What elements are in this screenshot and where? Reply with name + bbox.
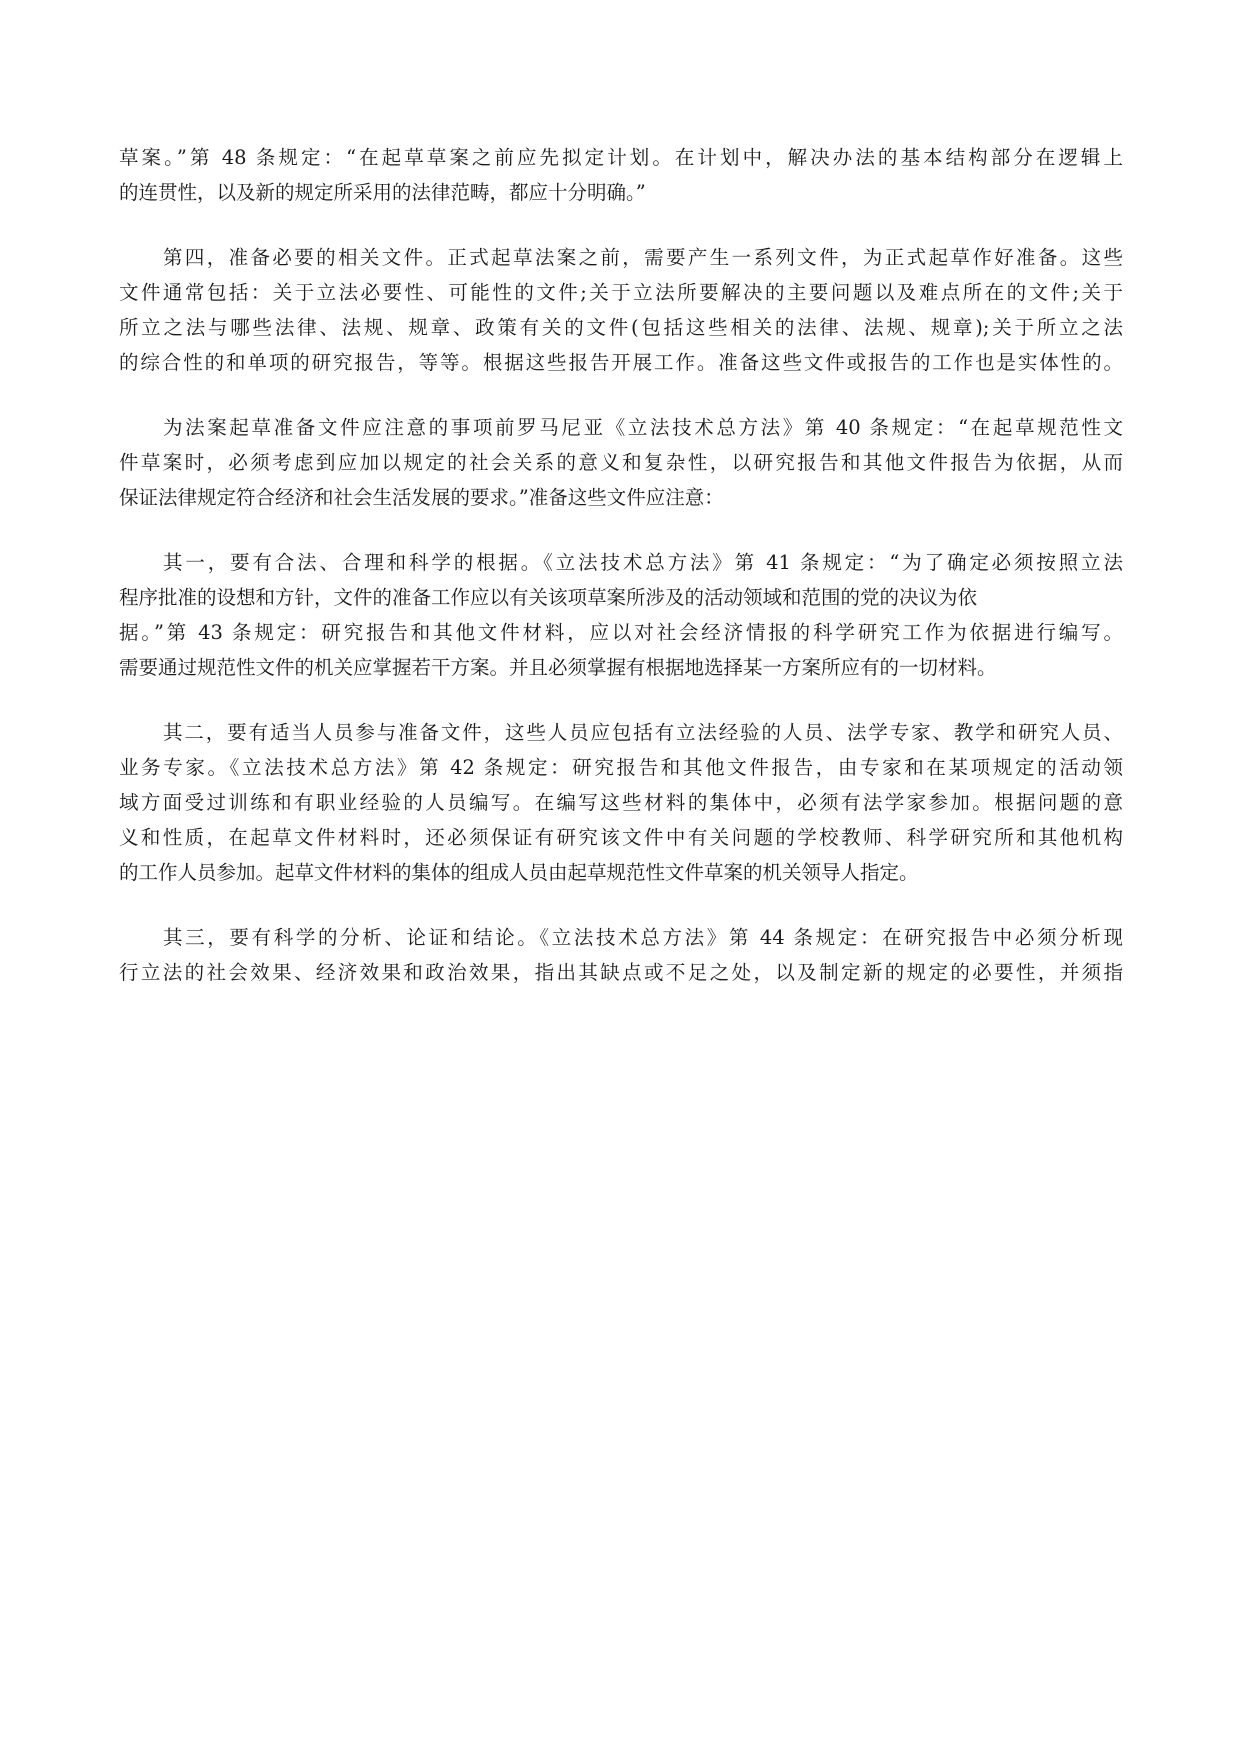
paragraph-1-line-1: 草案。”第 48 条规定：“在起草草案之前应先拟定计划。在计划中，解决办法的基本结构部分在逻辑上 [119,146,1123,169]
paragraph-5-line-1: 其二，要有适当人员参与准备文件，这些人员应包括有立法经验的人员、法学专家、教学和研究人员、 [163,721,1123,744]
paragraph-2-line-2: 文件通常包括：关于立法必要性、可能性的文件;关于立法所要解决的主要问题以及难点所在的文件;关于 [119,281,1123,304]
paragraph-4-line-1: 其一，要有合法、合理和科学的根据。《立法技术总方法》第 41 条规定：“为了确定必须按照立法 [163,551,1123,574]
paragraph-5-line-2: 业务专家。《立法技术总方法》第 42 条规定：研究报告和其他文件报告，由专家和在某项规定的活动领 [119,756,1123,779]
paragraph-6-line-2: 行立法的社会效果、经济效果和政治效果，指出其缺点或不足之处，以及制定新的规定的必要性，并须指 [119,961,1123,984]
document-body [119,140,1123,990]
paragraph-3-line-2: 件草案时，必须考虑到应加以规定的社会关系的意义和复杂性，以研究报告和其他文件报告为依据，从而 [119,451,1123,474]
paragraph-5-line-5: 的工作人员参加。起草文件材料的集体的组成人员由起草规范性文件草案的机关领导人指定。 [119,861,919,884]
paragraph-gap [119,890,1123,920]
paragraph-3-line-3: 保证法律规定符合经济和社会生活发展的要求。”准备这些文件应注意： [119,486,724,509]
paragraph-5-line-4: 义和性质，在起草文件材料时，还必须保证有研究该文件中有关问题的学校教师、科学研究所和其他机构 [119,826,1123,849]
paragraph-4-line-4: 需要通过规范性文件的机关应掌握若干方案。并且必须掌握有根据地选择某一方案所应有的一切材料。 [119,656,997,679]
paragraph-3-line-1: 为法案起草准备文件应注意的事项前罗马尼亚《立法技术总方法》第 40 条规定：“在起草规范性文 [163,416,1123,439]
paragraph-gap [119,380,1123,410]
paragraph-6-line-1: 其三，要有科学的分析、论证和结论。《立法技术总方法》第 44 条规定：在研究报告中必须分析现 [163,926,1123,949]
paragraph-gap [119,685,1123,715]
paragraph-gap [119,210,1123,240]
paragraph-2-line-1: 第四，准备必要的相关文件。正式起草法案之前，需要产生一系列文件，为正式起草作好准备。这些 [163,246,1123,269]
paragraph-2-line-4: 的综合性的和单项的研究报告，等等。根据这些报告开展工作。准备这些文件或报告的工作也是实体性的。 [119,351,1123,374]
paragraph-4-line-2: 程序批准的设想和方针，文件的准备工作应以有关该项草案所涉及的活动领域和范围的党的决议为依 [119,586,978,609]
paragraph-gap [119,515,1123,545]
paragraph-4-line-3: 据。”第 43 条规定：研究报告和其他文件材料，应以对社会经济情报的科学研究工作为依据进行编写。 [119,621,1123,644]
paragraph-2-line-3: 所立之法与哪些法律、法规、规章、政策有关的文件(包括这些相关的法律、法规、规章);关于所立之法 [119,316,1123,339]
paragraph-5-line-3: 域方面受过训练和有职业经验的人员编写。在编写这些材料的集体中，必须有法学家参加。根据问题的意 [119,791,1123,814]
paragraph-1-line-2: 的连贯性，以及新的规定所采用的法律范畴，都应十分明确。” [119,181,646,204]
